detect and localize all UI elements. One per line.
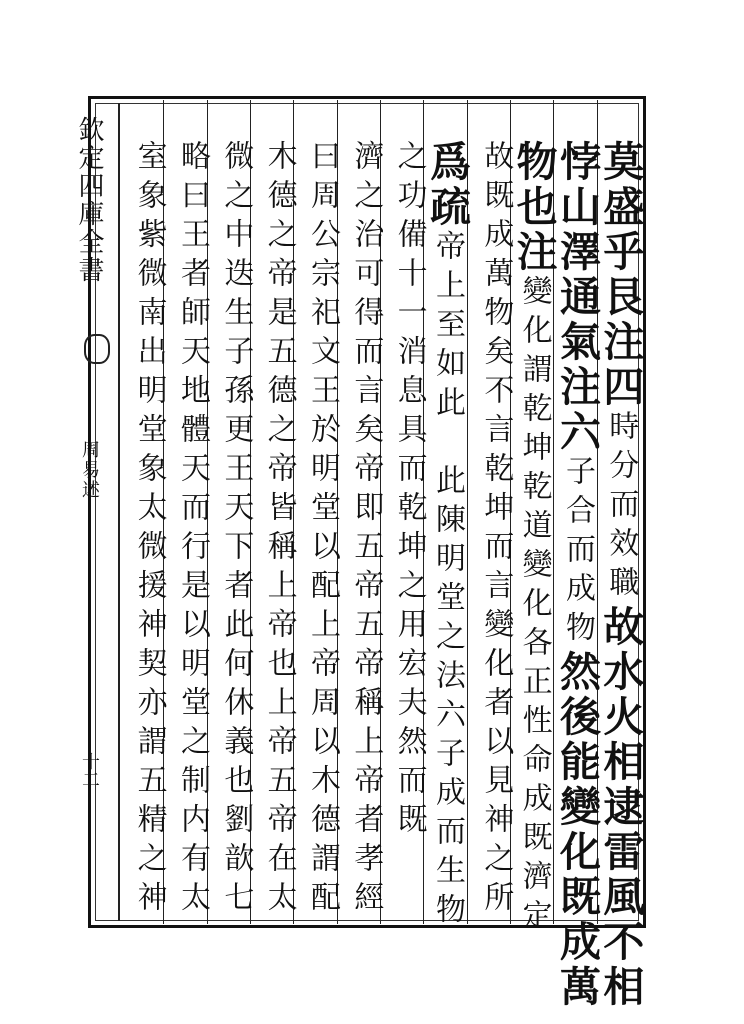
text-column: [336, 140, 384, 920]
main-text: 故水火相逮雷風不相: [596, 605, 645, 1010]
gutter-book-title: 欽定四庫全書: [74, 116, 104, 284]
commentary-text: 之功備十一消息具而乾坤之用宏夫然而既: [391, 140, 427, 842]
main-text: 爲疏: [423, 140, 471, 230]
commentary-text: 室象紫微南出明堂象太微援神契亦謂五精之神: [131, 140, 167, 920]
text-column: [596, 140, 645, 1010]
main-text: 悖山澤通氣注六: [553, 140, 601, 455]
gutter-page-number: 十二: [79, 752, 100, 788]
commentary-text: 變化謂乾坤乾道變化各正性命成既濟定: [516, 275, 552, 938]
main-text: 然後能變化既成萬: [553, 650, 601, 1010]
text-column: [509, 140, 558, 938]
text-column: [466, 140, 514, 920]
commentary-text: 微之中迭生子孫更王天下者此何休義也劉歆七: [218, 140, 254, 920]
text-column: [423, 140, 471, 932]
commentary-text: 濟之治可得而言矣帝即五帝五帝稱上帝者孝經: [348, 140, 384, 920]
commentary-text: 略曰王者師天地體天而行是以明堂之制内有太: [175, 140, 210, 920]
text-column: [380, 140, 427, 842]
text-column: [163, 140, 210, 920]
gutter-chapter-title: 周易述: [79, 440, 100, 500]
gutter-fish-tail-mark: [84, 334, 110, 364]
commentary-text: 木德之帝是五德之帝皆稱上帝也上帝五帝在太: [261, 140, 297, 920]
text-column: [293, 140, 340, 920]
commentary-text: 故既成萬物矣不言乾坤而言變化者以見神之所: [478, 140, 514, 920]
commentary-text: 帝上至如此 此陳明堂之法六子成而生物: [430, 230, 465, 932]
commentary-text: 曰周公宗祀文王於明堂以配上帝周以木德謂配: [305, 140, 340, 920]
main-text: 莫盛乎艮注四: [596, 140, 645, 410]
text-column: [250, 140, 297, 920]
text-column: [553, 140, 601, 1010]
main-text: 物也注: [509, 140, 558, 275]
commentary-text: 時分而效職: [603, 410, 639, 605]
commentary-text: 子合而成物: [560, 455, 595, 650]
text-column: [206, 140, 254, 920]
text-column: [120, 140, 167, 920]
